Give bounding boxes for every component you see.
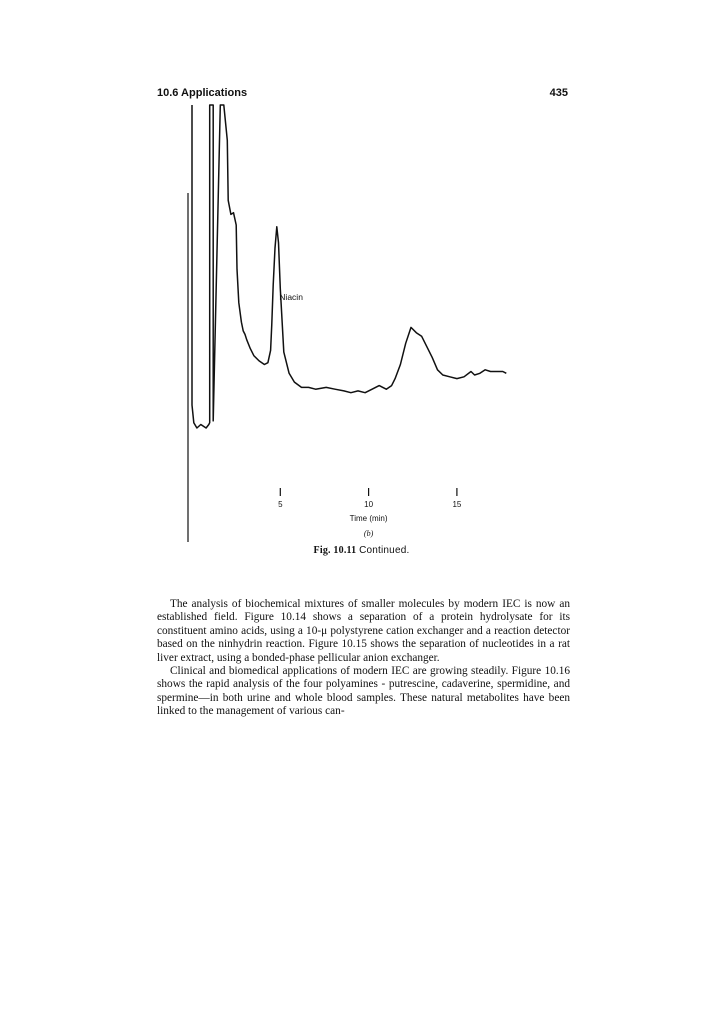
figure-caption-text: Continued. (359, 545, 410, 556)
time-axis-label: Time (min) (349, 514, 388, 523)
section-heading: 10.6 Applications (157, 87, 248, 99)
body-text (157, 598, 570, 719)
panel-label: (b) (363, 529, 374, 538)
paragraph: Clinical and biomedical applications of modern IEC are growing steadily. Figure 10.16 shows the rapid analysis of the four polyamines - putrescine, cadaverine, spermidine, and spermine—in both urine and whole blood samples. These natural metabolites have been linked to the management of various can- (157, 665, 570, 718)
chromatogram-trace (192, 105, 506, 428)
niacin-peak-label: Niacin (279, 292, 303, 302)
time-axis-ticks (278, 488, 462, 509)
page-number: 435 (549, 87, 568, 99)
x-tick-label: 10 (364, 500, 374, 509)
x-tick-label: 15 (452, 500, 462, 509)
x-tick-label: 5 (278, 500, 283, 509)
figure-number: Fig. 10.11 (313, 545, 357, 556)
figure-caption (0, 545, 723, 556)
paragraph: The analysis of biochemical mixtures of smaller molecules by modern IEC is now an established field. Figure 10.14 shows a separation of a protein hydrolysate for its constituent amino acids, using a 10-μ polystyrene cation exchanger and a reaction detector based on the ninhydrin reaction. Figure 10.15 shows the separation of nucleotides in a rat liver extract, using a bonded-phase pellicular anion exchanger. (157, 598, 570, 664)
